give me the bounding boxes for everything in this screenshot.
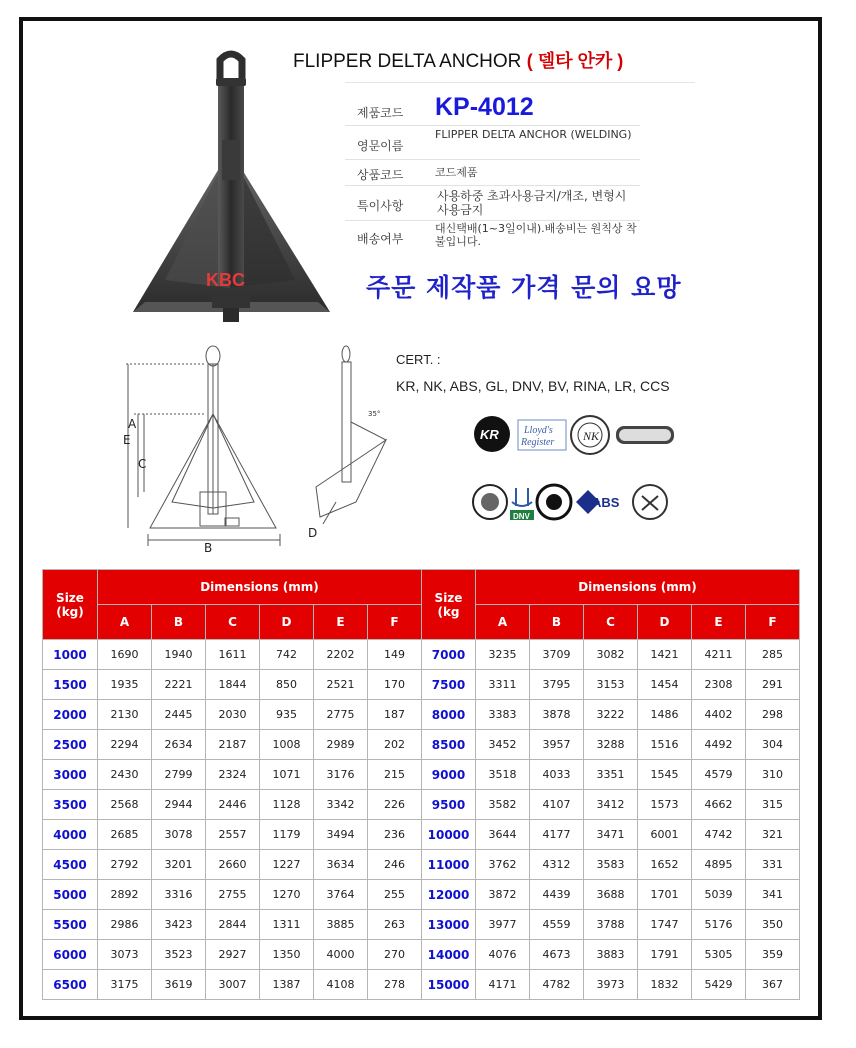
dimension-cell: 1690 [98,640,152,670]
table-row [43,820,800,850]
dimension-cell: 3583 [584,850,638,880]
dimension-cell: 4579 [692,760,746,790]
dimension-cell: 1454 [638,670,692,700]
col-header: C [584,605,638,640]
order-notice: 주문 제작품 가격 문의 요망 [366,273,682,302]
cert-list: KR, NK, ABS, GL, DNV, BV, RINA, LR, CCS [396,378,670,394]
dimension-cell: 310 [746,760,800,790]
dimension-cell: 285 [746,640,800,670]
size-cell: 3500 [43,790,98,820]
size-cell: 9000 [422,760,476,790]
dimension-cell: 1832 [638,970,692,1000]
size-cell: 8000 [422,700,476,730]
dimension-cell: 4559 [530,910,584,940]
size-cell: 2500 [43,730,98,760]
dim-label-a: A [128,417,137,431]
spec-value: 대신택배(1~3일이내).배송비는 원칙상 착불입니다. [435,222,637,248]
col-header: E [692,605,746,640]
col-header: D [260,605,314,640]
dimension-cell: 3764 [314,880,368,910]
size-cell: 8500 [422,730,476,760]
cert-label: CERT. : [396,352,441,367]
dimension-cell: 2685 [98,820,152,850]
dimension-cell: 3383 [476,700,530,730]
table-subheader-row [43,605,800,640]
kr-logo [474,416,510,452]
dimension-cell: 359 [746,940,800,970]
dimension-cell: 187 [368,700,422,730]
dim-label-e: E [123,433,131,447]
dimension-cell: 2130 [98,700,152,730]
dimension-cell: 1387 [260,970,314,1000]
spec-value: 사용하중 초과사용금지/개조, 변형시 사용금지 [437,189,627,217]
dimension-cell: 2775 [314,700,368,730]
dimension-cell: 2430 [98,760,152,790]
table-row [43,790,800,820]
dim-label-d: D [308,526,318,540]
dimension-cell: 3153 [584,670,638,700]
dimension-cell: 3878 [530,700,584,730]
size-cell: 12000 [422,880,476,910]
dimension-cell: 3288 [584,730,638,760]
ccs-logo [633,485,667,519]
dimension-cell: 4107 [530,790,584,820]
product-code: KP-4012 [435,93,534,121]
dimension-cell: 3007 [206,970,260,1000]
table-row [43,670,800,700]
dimension-cell: 3788 [584,910,638,940]
dimension-cell: 742 [260,640,314,670]
size-cell: 7500 [422,670,476,700]
dimension-cell: 3883 [584,940,638,970]
dimension-cell: 1545 [638,760,692,790]
germanischer-lloyd-logo [616,426,674,444]
dimension-cell: 4211 [692,640,746,670]
dimension-cell: 1421 [638,640,692,670]
dimension-cell: 3872 [476,880,530,910]
dimension-cell: 1270 [260,880,314,910]
col-header: A [476,605,530,640]
dimension-cell: 4076 [476,940,530,970]
dimension-cell: 341 [746,880,800,910]
dimension-cell: 2187 [206,730,260,760]
dimension-cell: 3644 [476,820,530,850]
dimension-cell: 4673 [530,940,584,970]
dimension-cell: 304 [746,730,800,760]
dimension-cell: 3762 [476,850,530,880]
dimension-cell: 2799 [152,760,206,790]
dimension-cell: 5176 [692,910,746,940]
col-header: E [314,605,368,640]
dimension-cell: 246 [368,850,422,880]
dimensions-header: Dimensions (mm) [98,570,422,605]
dimensions-table [42,569,800,1000]
dimension-cell: 1128 [260,790,314,820]
table-row [43,970,800,1000]
size-cell: 1000 [43,640,98,670]
table-row [43,760,800,790]
spec-divider [345,220,640,221]
dimension-cell: 315 [746,790,800,820]
dimension-cell: 3078 [152,820,206,850]
dimension-cell: 4895 [692,850,746,880]
spec-divider [345,159,640,160]
dimension-cell: 3957 [530,730,584,760]
dimension-cell: 3311 [476,670,530,700]
dimension-cell: 4312 [530,850,584,880]
dimension-cell: 2986 [98,910,152,940]
dimension-cell: 4177 [530,820,584,850]
dimension-cell: 321 [746,820,800,850]
dimension-cell: 350 [746,910,800,940]
dimension-cell: 1652 [638,850,692,880]
dimension-cell: 2202 [314,640,368,670]
dimension-cell: 255 [368,880,422,910]
dimension-cell: 3619 [152,970,206,1000]
size-cell: 14000 [422,940,476,970]
dimension-cell: 226 [368,790,422,820]
size-header: Size (kg) [43,570,98,640]
dimension-cell: 291 [746,670,800,700]
dimension-cell: 3082 [584,640,638,670]
dimension-cell: 2755 [206,880,260,910]
dimension-cell: 6001 [638,820,692,850]
anchor-product-image [130,40,340,330]
dimension-cell: 2308 [692,670,746,700]
col-header: B [530,605,584,640]
dimension-cell: 1008 [260,730,314,760]
dimension-cell: 2634 [152,730,206,760]
dimension-cell: 3222 [584,700,638,730]
dimension-cell: 4402 [692,700,746,730]
abs-logo [576,490,620,514]
dimension-cell: 3634 [314,850,368,880]
dimension-cell: 2521 [314,670,368,700]
dimension-cell: 2324 [206,760,260,790]
dimension-cell: 4662 [692,790,746,820]
dimension-cell: 3688 [584,880,638,910]
spec-value: FLIPPER DELTA ANCHOR (WELDING) [435,128,632,141]
col-header: A [98,605,152,640]
dimension-cell: 1747 [638,910,692,940]
col-header: C [206,605,260,640]
spec-divider [345,125,640,126]
dnv-logo [510,484,534,521]
size-cell: 5000 [43,880,98,910]
dimension-cell: 1701 [638,880,692,910]
dimension-cell: 3073 [98,940,152,970]
dimension-cell: 3973 [584,970,638,1000]
dimension-cell: 3351 [584,760,638,790]
bv-logo [537,485,571,519]
dimension-cell: 2792 [98,850,152,880]
lloyds-register-logo [518,420,566,450]
table-row [43,640,800,670]
dimension-cell: 5429 [692,970,746,1000]
dimension-cell: 850 [260,670,314,700]
dimension-cell: 3523 [152,940,206,970]
size-header: Size (kg [422,570,476,640]
dimension-cell: 149 [368,640,422,670]
dimension-cell: 3412 [584,790,638,820]
dimension-cell: 4171 [476,970,530,1000]
dimension-cell: 1179 [260,820,314,850]
dimension-cell: 1486 [638,700,692,730]
dimension-cell: 2446 [206,790,260,820]
dimension-cell: 4782 [530,970,584,1000]
dimension-cell: 1311 [260,910,314,940]
dimension-cell: 1350 [260,940,314,970]
dimension-cell: 3235 [476,640,530,670]
col-header: F [746,605,800,640]
size-cell: 9500 [422,790,476,820]
dimension-cell: 4439 [530,880,584,910]
table-row [43,730,800,760]
dimension-cell: 2927 [206,940,260,970]
size-cell: 13000 [422,910,476,940]
dimension-cell: 2844 [206,910,260,940]
angle-label: 35° [368,410,381,418]
dimension-cell: 3494 [314,820,368,850]
table-row [43,940,800,970]
spec-label: 특이사항 [357,199,404,213]
dimension-cell: 3709 [530,640,584,670]
title-divider [345,82,695,83]
certification-logos [468,412,688,528]
dim-label-b: B [204,541,213,555]
spec-label: 제품코드 [357,106,404,120]
svg-text:KR: KR [480,427,499,442]
dimension-cell: 3175 [98,970,152,1000]
spec-label: 영문이름 [357,139,404,153]
dimension-cell: 331 [746,850,800,880]
product-title [293,47,623,73]
dimension-cell: 5039 [692,880,746,910]
dimension-cell: 2557 [206,820,260,850]
size-cell: 4500 [43,850,98,880]
dimension-cell: 3582 [476,790,530,820]
spec-label: 배송여부 [357,232,404,246]
svg-text:DNV: DNV [513,512,530,521]
dimension-cell: 2944 [152,790,206,820]
dimension-cell: 2294 [98,730,152,760]
dimension-cell: 1611 [206,640,260,670]
dimension-cell: 170 [368,670,422,700]
dimension-cell: 2445 [152,700,206,730]
col-header: D [638,605,692,640]
size-cell: 4000 [43,820,98,850]
dimension-cell: 3795 [530,670,584,700]
dimension-cell: 3316 [152,880,206,910]
dimension-cell: 3423 [152,910,206,940]
size-cell: 10000 [422,820,476,850]
dimension-cell: 4492 [692,730,746,760]
dimension-cell: 3885 [314,910,368,940]
dimension-cell: 3977 [476,910,530,940]
dimension-cell: 3342 [314,790,368,820]
title-ko: ( 델타 안카 ) [526,51,624,71]
rina-logo [473,485,507,519]
size-cell: 6000 [43,940,98,970]
col-header: F [368,605,422,640]
dimension-cell: 1516 [638,730,692,760]
size-cell: 3000 [43,760,98,790]
table-row [43,700,800,730]
table-row [43,910,800,940]
dimension-cell: 1844 [206,670,260,700]
size-cell: 7000 [422,640,476,670]
dimension-cell: 1071 [260,760,314,790]
dimension-cell: 3201 [152,850,206,880]
dimension-cell: 202 [368,730,422,760]
dimension-cell: 2568 [98,790,152,820]
title-en: FLIPPER DELTA ANCHOR [293,51,522,72]
dimension-cell: 263 [368,910,422,940]
size-cell: 6500 [43,970,98,1000]
size-cell: 11000 [422,850,476,880]
dimension-cell: 2892 [98,880,152,910]
dimension-cell: 367 [746,970,800,1000]
svg-text:Register: Register [521,437,555,448]
dimension-cell: 215 [368,760,422,790]
dimension-cell: 3518 [476,760,530,790]
dimension-cell: 3452 [476,730,530,760]
dimension-cell: 298 [746,700,800,730]
nk-logo [571,416,609,454]
dimension-cell: 1791 [638,940,692,970]
dim-label-c: C [138,457,147,471]
anchor-dimension-drawing [120,342,390,557]
dimension-cell: 2030 [206,700,260,730]
dimension-cell: 236 [368,820,422,850]
table-row [43,850,800,880]
dimension-cell: 3471 [584,820,638,850]
dimension-cell: 1940 [152,640,206,670]
svg-text:Lloyd's: Lloyd's [524,425,553,436]
dimension-cell: 270 [368,940,422,970]
size-cell: 1500 [43,670,98,700]
dimension-cell: 2660 [206,850,260,880]
dimension-cell: 4108 [314,970,368,1000]
dimensions-header: Dimensions (mm) [476,570,800,605]
dimension-cell: 5305 [692,940,746,970]
spec-value: 코드제품 [435,166,478,179]
dimension-cell: 4742 [692,820,746,850]
size-cell: 15000 [422,970,476,1000]
dimension-cell: 278 [368,970,422,1000]
dimension-cell: 2989 [314,730,368,760]
dimension-cell: 2221 [152,670,206,700]
dimension-cell: 3176 [314,760,368,790]
size-cell: 2000 [43,700,98,730]
table-header-row [43,570,800,605]
dimension-cell: 4000 [314,940,368,970]
spec-label: 상품코드 [357,168,404,182]
dimension-cell: 1573 [638,790,692,820]
dimension-cell: 1227 [260,850,314,880]
spec-divider [345,185,640,186]
dimension-cell: 1935 [98,670,152,700]
dimension-cell: 935 [260,700,314,730]
dimension-cell: 4033 [530,760,584,790]
svg-text:ABS: ABS [592,495,620,510]
size-cell: 5500 [43,910,98,940]
col-header: B [152,605,206,640]
table-row [43,880,800,910]
kbc-badge: KBC [206,270,245,290]
svg-text:NK: NK [583,429,600,443]
